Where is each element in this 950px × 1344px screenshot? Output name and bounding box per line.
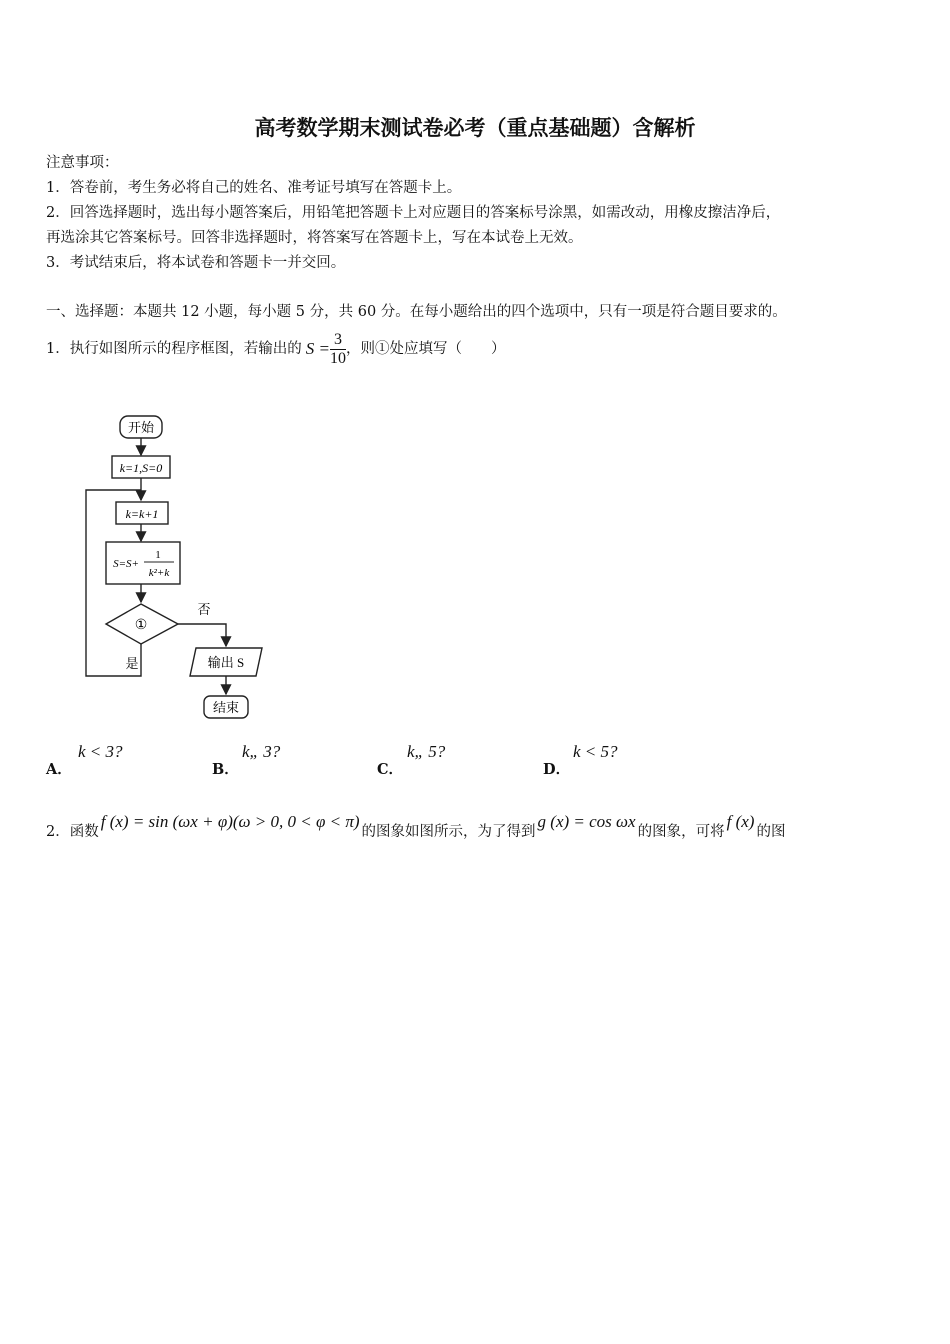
section-heading: 一、选择题：本题共 12 小题，每小题 5 分，共 60 分。在每小题给出的四个选项中，只有一项是符合题目要求的。: [46, 304, 787, 320]
question-1-prefix: 1．执行如图所示的程序框图，若输出的: [46, 341, 302, 357]
fraction-denominator: 10: [329, 349, 346, 367]
option-d-letter: D．: [543, 761, 571, 778]
option-c-letter: C．: [377, 761, 404, 778]
flowchart-yes-label: 是: [125, 656, 139, 671]
flowchart-output-label: 输出 S: [207, 655, 245, 670]
question-2-g-expr: g (x) = cos ωx: [537, 812, 636, 831]
question-1-formula-lhs: S =: [305, 339, 330, 358]
question-2-tail: 的图: [756, 824, 786, 840]
question-2-f-expr: f (x) = sin (ωx + φ)(ω > 0, 0 < φ < π): [100, 812, 360, 831]
flowchart-init-label: k=1,S=0: [119, 461, 163, 475]
flowchart: [80, 410, 280, 730]
question-2-prefix: 2．函数: [46, 824, 99, 840]
option-a-letter: A．: [46, 761, 72, 778]
flowchart-update-lhs: S=S+: [113, 558, 139, 570]
notice-item-3: 3．考试结束后，将本试卷和答题卡一并交回。: [46, 255, 346, 271]
flowchart-condition-label: ①: [134, 618, 148, 633]
question-2-f-short: f (x): [726, 812, 755, 831]
question-2-mid: 的图象如图所示，为了得到: [361, 824, 536, 840]
flowchart-update-num: 1: [155, 549, 161, 561]
notice-heading: 注意事项：: [46, 155, 119, 171]
page-title: 高考数学期末测试卷必考（重点基础题）含解析: [254, 116, 696, 140]
flowchart-no-label: 否: [197, 602, 211, 617]
fraction-numerator: 3: [330, 331, 346, 350]
option-b-text: k„ 3?: [242, 742, 281, 761]
question-1-fraction: [330, 331, 346, 368]
question-1-suffix: ，则①处应填写（ ）: [345, 341, 506, 357]
flowchart-update-den: k²+k: [148, 567, 170, 579]
flowchart-step-label: k=k+1: [125, 507, 159, 521]
notice-item-1: 1．答卷前，考生务必将自己的姓名、准考证号填写在答题卡上。: [46, 180, 462, 196]
notice-item-2-cont: 再选涂其它答案标号。回答非选择题时，将答案写在答题卡上，写在本试卷上无效。: [46, 230, 583, 246]
question-1-stem: [46, 326, 505, 372]
flowchart-start-label: 开始: [127, 420, 155, 435]
flowchart-end-label: 结束: [212, 700, 240, 715]
option-c-text: k„ 5?: [407, 742, 446, 761]
option-a-text: k < 3?: [78, 742, 123, 761]
notice-item-2: 2．回答选择题时，选出每小题答案后，用铅笔把答题卡上对应题目的答案标号涂黑，如需改动，用橡皮擦洁净后，: [46, 205, 781, 221]
option-d-text: k < 5?: [573, 742, 618, 761]
question-2-stem: [46, 806, 785, 842]
option-b-letter: B．: [212, 761, 239, 778]
question-2-mid2: 的图象，可将: [637, 824, 725, 840]
